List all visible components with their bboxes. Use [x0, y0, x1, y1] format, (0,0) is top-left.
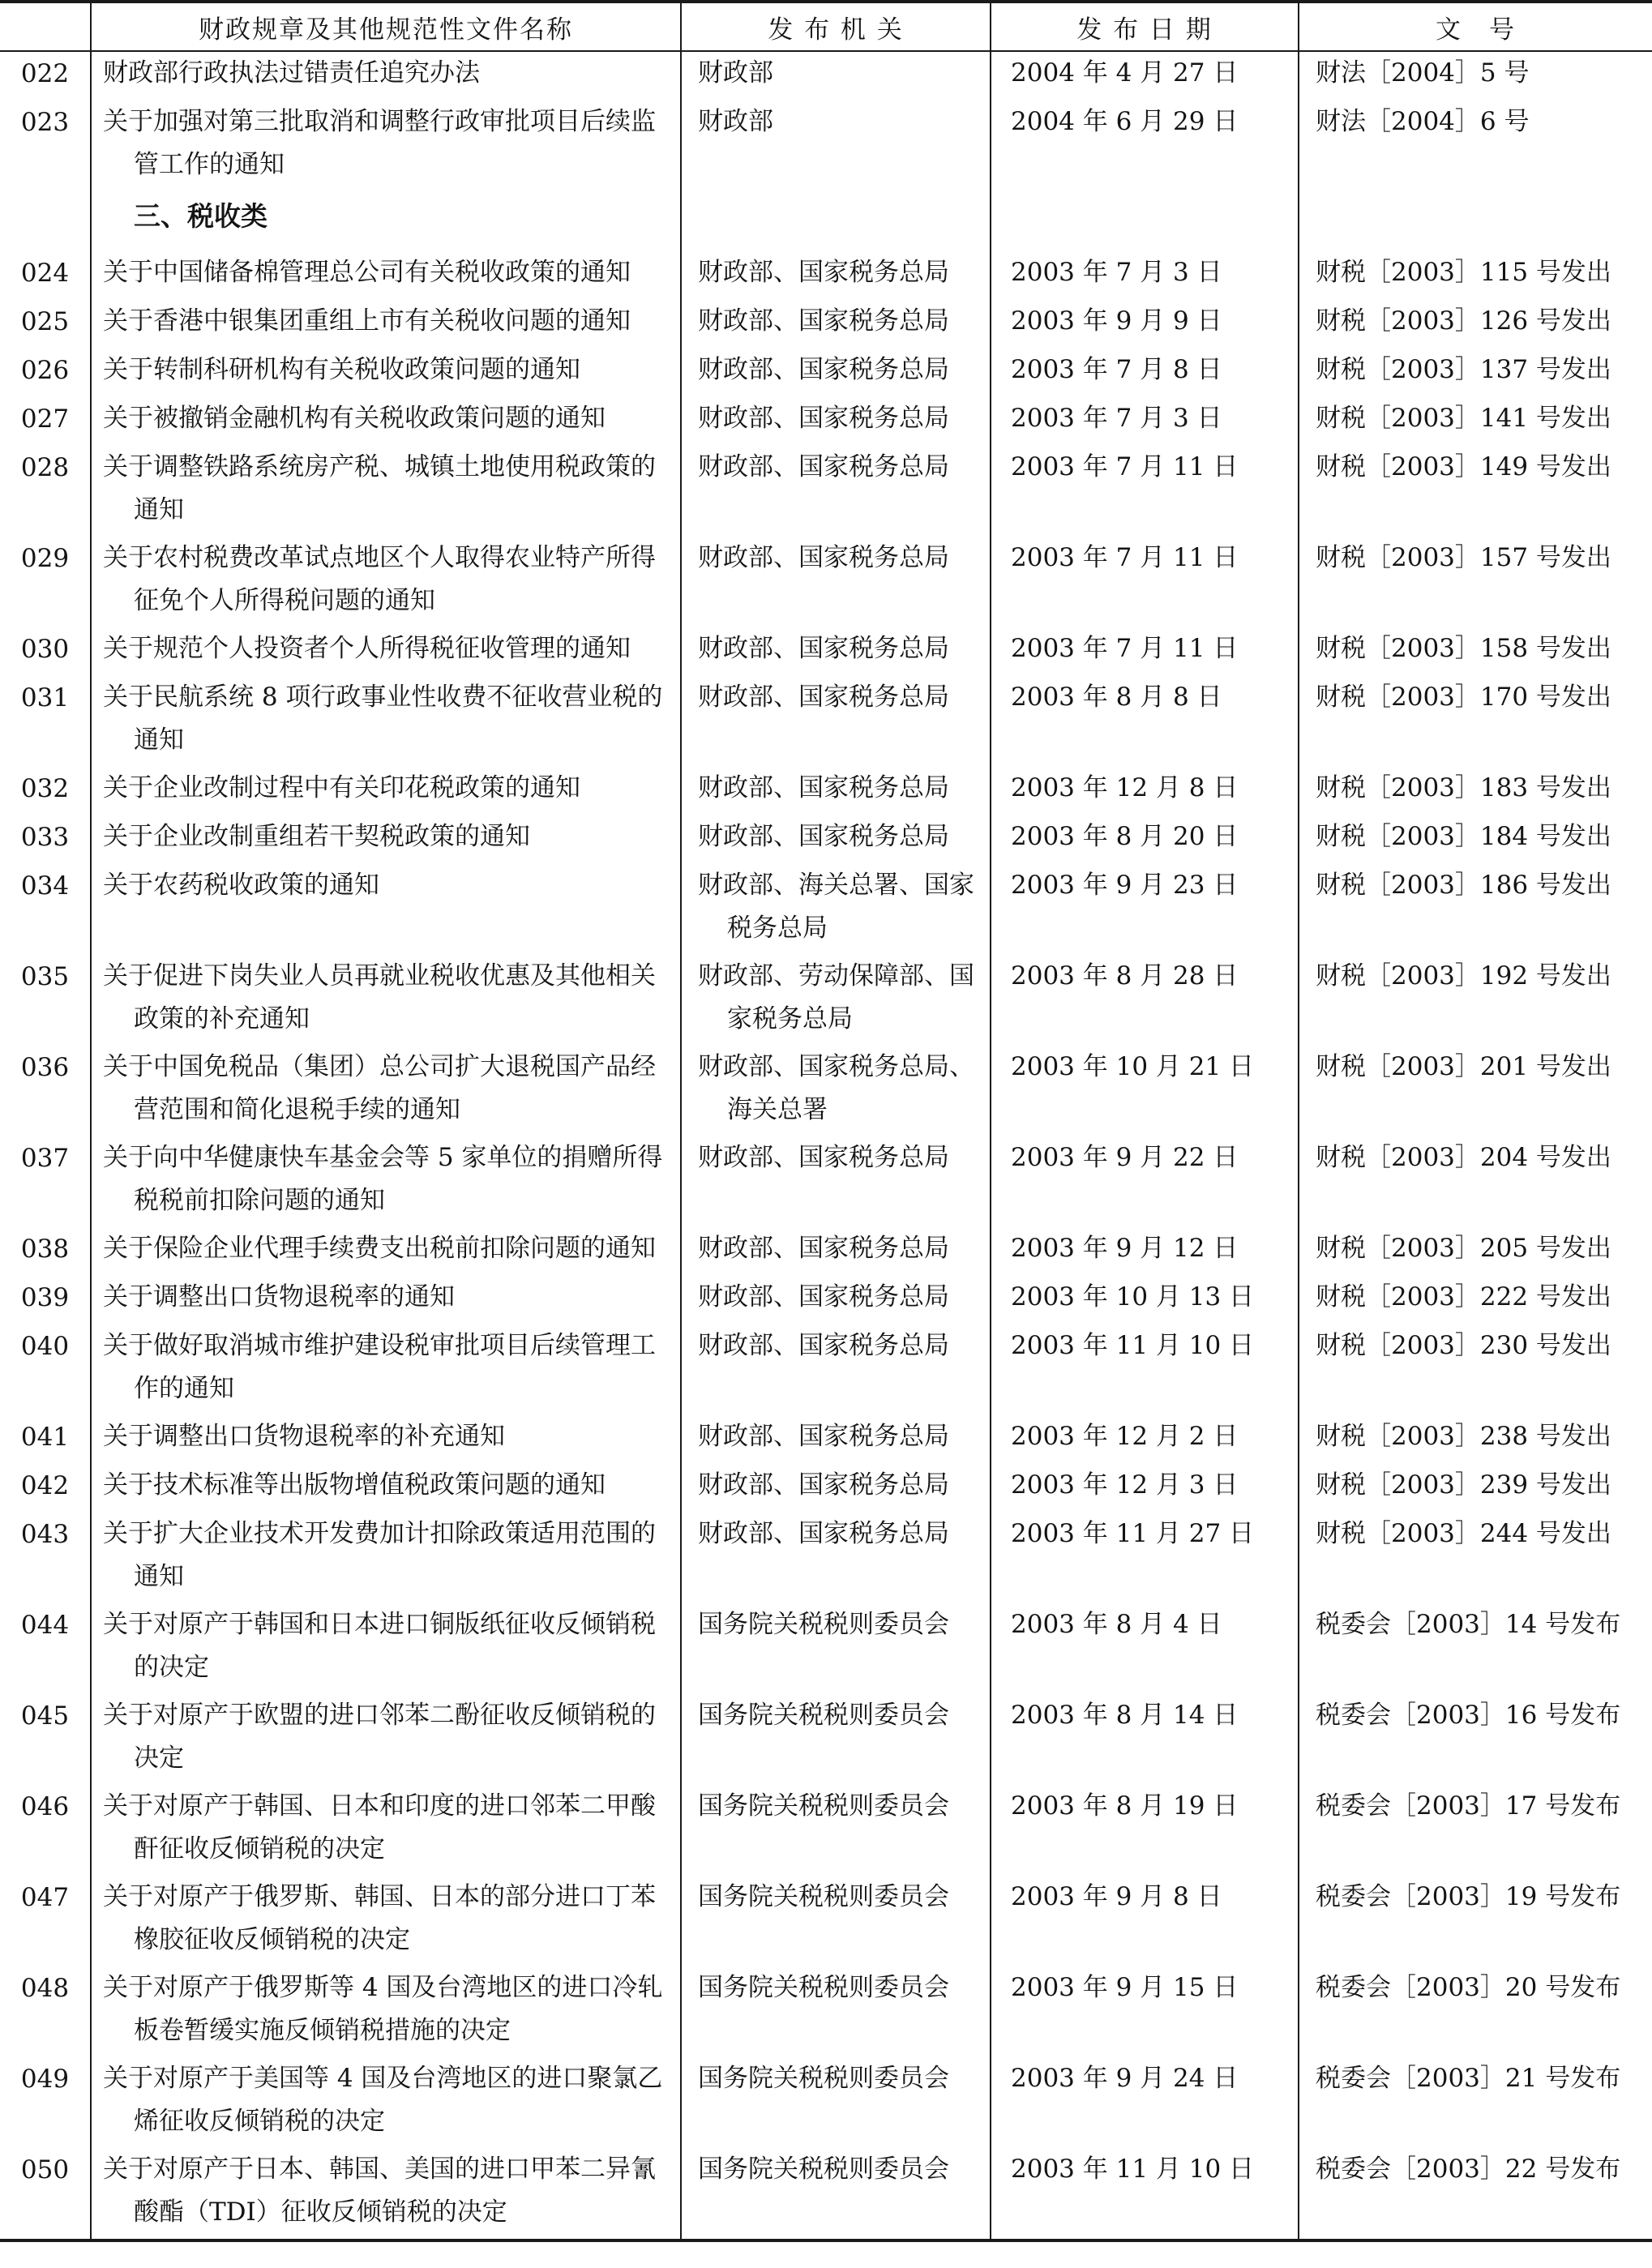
- row-number: 040: [20, 1332, 70, 1361]
- issuing-authority: [681, 300, 991, 349]
- document-name: [91, 1227, 681, 1276]
- issuing-authority: [681, 1785, 991, 1876]
- issuing-authority: [681, 1415, 991, 1464]
- document-number: 财税［2003］141 号发出: [1299, 397, 1652, 446]
- header-issuing-authority: 发 布 机 关: [681, 2, 991, 51]
- row-number: 022: [20, 59, 70, 88]
- issue-date: 2003 年 9 月 8 日: [991, 1876, 1299, 1966]
- document-name: [91, 627, 681, 676]
- document-name: [91, 446, 681, 537]
- document-number: 财税［2003］204 号发出: [1299, 1136, 1652, 1227]
- table-row: [0, 1227, 1652, 1276]
- document-name-text: 关于调整出口货物退税率的通知: [103, 1282, 455, 1312]
- document-number: 税委会［2003］17 号发布: [1299, 1785, 1652, 1876]
- issue-date: 2004 年 6 月 29 日: [991, 101, 1299, 191]
- document-name: [91, 2148, 681, 2240]
- issuing-authority-text: 财政部、国家税务总局: [698, 1470, 949, 1500]
- issue-date: 2003 年 7 月 3 日: [991, 251, 1299, 300]
- issuing-authority-text: 财政部、国家税务总局: [698, 1422, 949, 1451]
- row-number: 046: [20, 1792, 70, 1821]
- issue-date: 2003 年 12 月 3 日: [991, 1464, 1299, 1513]
- table-row: [0, 2057, 1652, 2148]
- table-row: [0, 1876, 1652, 1966]
- issue-date: 2003 年 7 月 11 日: [991, 627, 1299, 676]
- row-number: 033: [20, 823, 70, 852]
- section-empty-cell: [0, 191, 91, 251]
- document-name-text: 关于对原产于韩国、日本和印度的进口邻苯二甲酸酐征收反倾销税的决定: [103, 1791, 656, 1864]
- issue-date: 2003 年 7 月 8 日: [991, 349, 1299, 397]
- table-row: [0, 1694, 1652, 1785]
- document-name: [91, 1966, 681, 2057]
- row-number: 026: [20, 356, 70, 385]
- table-row: [0, 349, 1652, 397]
- issuing-authority: [681, 955, 991, 1046]
- section-title: 三、税收类: [91, 191, 681, 251]
- row-number: 047: [20, 1883, 70, 1912]
- issue-date: 2003 年 8 月 8 日: [991, 676, 1299, 767]
- issuing-authority-text: 财政部、国家税务总局: [698, 355, 949, 384]
- table-header-row: [0, 2, 1652, 51]
- issuing-authority: [681, 1603, 991, 1694]
- document-name-text: 关于中国储备棉管理总公司有关税收政策的通知: [103, 258, 631, 287]
- row-number: 023: [20, 108, 70, 137]
- table-row: [0, 1785, 1652, 1876]
- issue-date: 2003 年 11 月 10 日: [991, 1324, 1299, 1415]
- table-row: [0, 1966, 1652, 2057]
- row-number: 034: [20, 871, 70, 901]
- issuing-authority-text: 财政部: [698, 58, 773, 88]
- document-number: 财税［2003］183 号发出: [1299, 767, 1652, 815]
- issuing-authority-text: 国务院关税税则委员会: [698, 1973, 949, 2002]
- document-number: 财税［2003］244 号发出: [1299, 1513, 1652, 1603]
- document-name-text: 关于保险企业代理手续费支出税前扣除问题的通知: [103, 1234, 656, 1263]
- table-row: [0, 864, 1652, 955]
- document-number: 财税［2003］149 号发出: [1299, 446, 1652, 537]
- issue-date: 2003 年 7 月 11 日: [991, 446, 1299, 537]
- issuing-authority: [681, 1046, 991, 1136]
- issuing-authority-text: 财政部、国家税务总局: [698, 1234, 949, 1263]
- issuing-authority: [681, 349, 991, 397]
- issuing-authority: [681, 397, 991, 446]
- issuing-authority: [681, 1513, 991, 1603]
- issue-date: 2003 年 12 月 8 日: [991, 767, 1299, 815]
- issuing-authority-text: 国务院关税税则委员会: [698, 1882, 949, 1911]
- issuing-authority-text: 财政部、国家税务总局、海关总署: [698, 1052, 974, 1124]
- document-name: [91, 1046, 681, 1136]
- document-number: 财税［2003］230 号发出: [1299, 1324, 1652, 1415]
- table-row: [0, 101, 1652, 191]
- table-row: [0, 1513, 1652, 1603]
- table-row: [0, 676, 1652, 767]
- document-number: 财税［2003］192 号发出: [1299, 955, 1652, 1046]
- document-name-text: 关于企业改制过程中有关印花税政策的通知: [103, 773, 580, 802]
- issuing-authority: [681, 1324, 991, 1415]
- header-issue-date: 发 布 日 期: [991, 2, 1299, 51]
- table-row: [0, 51, 1652, 101]
- document-number: 财法［2004］5 号: [1299, 51, 1652, 101]
- issuing-authority-text: 国务院关税税则委员会: [698, 1791, 949, 1821]
- row-number: 036: [20, 1053, 70, 1082]
- issue-date: 2003 年 8 月 4 日: [991, 1603, 1299, 1694]
- issuing-authority: [681, 1464, 991, 1513]
- issue-date: 2003 年 10 月 13 日: [991, 1276, 1299, 1324]
- row-number: 025: [20, 307, 70, 336]
- issuing-authority: [681, 1227, 991, 1276]
- document-name: [91, 2057, 681, 2148]
- issuing-authority: [681, 676, 991, 767]
- issuing-authority: [681, 1136, 991, 1227]
- issue-date: 2003 年 8 月 14 日: [991, 1694, 1299, 1785]
- document-number: 税委会［2003］21 号发布: [1299, 2057, 1652, 2148]
- table-body: [0, 51, 1652, 2240]
- document-name: [91, 101, 681, 191]
- document-name-text: 关于民航系统 8 项行政事业性收费不征收营业税的通知: [103, 683, 663, 755]
- table-row: [0, 627, 1652, 676]
- issuing-authority: [681, 2148, 991, 2240]
- header-document-name: 财政规章及其他规范性文件名称: [91, 2, 681, 51]
- issuing-authority-text: 国务院关税税则委员会: [698, 2064, 949, 2093]
- issuing-authority-text: 财政部、国家税务总局: [698, 1331, 949, 1360]
- document-name-text: 关于规范个人投资者个人所得税征收管理的通知: [103, 634, 631, 663]
- table-row: [0, 1603, 1652, 1694]
- document-name: [91, 1876, 681, 1966]
- issuing-authority: [681, 51, 991, 101]
- document-name-text: 关于做好取消城市维护建设税审批项目后续管理工作的通知: [103, 1331, 656, 1403]
- table-row: [0, 1415, 1652, 1464]
- issue-date: 2003 年 9 月 12 日: [991, 1227, 1299, 1276]
- document-name: [91, 537, 681, 627]
- issuing-authority: [681, 1876, 991, 1966]
- document-name-text: 关于向中华健康快车基金会等 5 家单位的捐赠所得税税前扣除问题的通知: [103, 1143, 663, 1215]
- table-row: [0, 397, 1652, 446]
- row-number: 032: [20, 774, 70, 803]
- document-name-text: 关于对原产于俄罗斯、韩国、日本的部分进口丁苯橡胶征收反倾销税的决定: [103, 1882, 656, 1954]
- document-number: 财税［2003］184 号发出: [1299, 815, 1652, 864]
- document-name: [91, 397, 681, 446]
- row-number: 027: [20, 404, 70, 434]
- table-row: [0, 446, 1652, 537]
- document-name: [91, 676, 681, 767]
- document-name-text: 关于中国免税品（集团）总公司扩大退税国产品经营范围和简化退税手续的通知: [103, 1052, 656, 1124]
- document-name: [91, 955, 681, 1046]
- issuing-authority-text: 财政部、国家税务总局: [698, 1519, 949, 1548]
- document-name-text: 关于对原产于美国等 4 国及台湾地区的进口聚氯乙烯征收反倾销税的决定: [103, 2064, 663, 2136]
- issuing-authority-text: 财政部、国家税务总局: [698, 258, 949, 287]
- document-number: 税委会［2003］22 号发布: [1299, 2148, 1652, 2240]
- document-name: [91, 815, 681, 864]
- document-number: 财税［2003］239 号发出: [1299, 1464, 1652, 1513]
- issuing-authority: [681, 1276, 991, 1324]
- document-number: 财税［2003］158 号发出: [1299, 627, 1652, 676]
- document-name: [91, 349, 681, 397]
- issuing-authority: [681, 1694, 991, 1785]
- table-row: [0, 1136, 1652, 1227]
- issuing-authority: [681, 101, 991, 191]
- row-number: 045: [20, 1701, 70, 1731]
- document-name: [91, 1694, 681, 1785]
- document-number: 税委会［2003］14 号发布: [1299, 1603, 1652, 1694]
- issuing-authority: [681, 815, 991, 864]
- table-row: [0, 815, 1652, 864]
- row-number: 031: [20, 683, 70, 712]
- document-name-text: 关于促进下岗失业人员再就业税收优惠及其他相关政策的补充通知: [103, 961, 656, 1033]
- table-row: [0, 1324, 1652, 1415]
- row-number: 050: [0, 2148, 91, 2240]
- table-row: [0, 537, 1652, 627]
- document-name: [91, 51, 681, 101]
- document-name-text: 关于调整出口货物退税率的补充通知: [103, 1422, 505, 1451]
- row-number: 039: [20, 1283, 70, 1312]
- document-name-text: 关于农村税费改革试点地区个人取得农业特产所得征免个人所得税问题的通知: [103, 543, 656, 615]
- issue-date: 2003 年 9 月 24 日: [991, 2057, 1299, 2148]
- document-number: 税委会［2003］20 号发布: [1299, 1966, 1652, 2057]
- document-name-text: 关于转制科研机构有关税收政策问题的通知: [103, 355, 580, 384]
- issuing-authority: [681, 1966, 991, 2057]
- issuing-authority-text: 财政部、国家税务总局: [698, 306, 949, 336]
- issue-date: 2003 年 12 月 2 日: [991, 1415, 1299, 1464]
- row-number: 035: [20, 962, 70, 991]
- document-number: 财税［2003］238 号发出: [1299, 1415, 1652, 1464]
- row-number: 041: [20, 1423, 70, 1452]
- issue-date: 2003 年 9 月 9 日: [991, 300, 1299, 349]
- document-number: 财税［2003］137 号发出: [1299, 349, 1652, 397]
- row-number: 048: [20, 1974, 70, 2003]
- section-row: [0, 191, 1652, 251]
- row-number: 049: [20, 2065, 70, 2094]
- document-name-text: 关于企业改制重组若干契税政策的通知: [103, 822, 530, 851]
- issue-date: 2003 年 10 月 21 日: [991, 1046, 1299, 1136]
- table-row: [0, 2148, 1652, 2240]
- document-name: [91, 300, 681, 349]
- row-number: 037: [20, 1144, 70, 1173]
- row-number: 029: [20, 544, 70, 573]
- issuing-authority: [681, 864, 991, 955]
- row-number: 038: [20, 1235, 70, 1264]
- issue-date: 2003 年 11 月 10 日: [991, 2148, 1299, 2240]
- row-number: 024: [20, 259, 70, 288]
- document-name-text: 关于扩大企业技术开发费加计扣除政策适用范围的通知: [103, 1519, 656, 1591]
- issuing-authority: [681, 251, 991, 300]
- document-number: 财税［2003］205 号发出: [1299, 1227, 1652, 1276]
- document-name-text: 关于调整铁路系统房产税、城镇土地使用税政策的通知: [103, 452, 656, 524]
- issue-date: 2004 年 4 月 27 日: [991, 51, 1299, 101]
- issuing-authority-text: 国务院关税税则委员会: [698, 2155, 949, 2184]
- issuing-authority: [681, 627, 991, 676]
- issuing-authority-text: 财政部: [698, 107, 773, 136]
- issuing-authority-text: 财政部、国家税务总局: [698, 543, 949, 572]
- document-name: [91, 864, 681, 955]
- issuing-authority: [681, 767, 991, 815]
- document-name: [91, 767, 681, 815]
- table-row: [0, 300, 1652, 349]
- issuing-authority-text: 财政部、国家税务总局: [698, 452, 949, 481]
- issuing-authority-text: 国务院关税税则委员会: [698, 1610, 949, 1639]
- document-name-text: 关于对原产于俄罗斯等 4 国及台湾地区的进口冷轧板卷暂缓实施反倾销税措施的决定: [103, 1973, 663, 2045]
- issue-date: 2003 年 9 月 22 日: [991, 1136, 1299, 1227]
- document-name-text: 关于香港中银集团重组上市有关税收问题的通知: [103, 306, 631, 336]
- document-number: 财税［2003］157 号发出: [1299, 537, 1652, 627]
- issuing-authority-text: 财政部、国家税务总局: [698, 773, 949, 802]
- document-number: 财税［2003］115 号发出: [1299, 251, 1652, 300]
- document-name-text: 关于对原产于日本、韩国、美国的进口甲苯二异氰酸酯（TDI）征收反倾销税的决定: [103, 2155, 656, 2227]
- document-number: 税委会［2003］19 号发布: [1299, 1876, 1652, 1966]
- issuing-authority-text: 国务院关税税则委员会: [698, 1701, 949, 1730]
- document-name: [91, 1276, 681, 1324]
- document-name-text: 财政部行政执法过错责任追究办法: [103, 58, 480, 88]
- section-empty-cell: [991, 191, 1299, 251]
- row-number: 044: [20, 1611, 70, 1640]
- row-number: 043: [20, 1520, 70, 1549]
- header-number: [0, 2, 91, 51]
- document-number: 财法［2004］6 号: [1299, 101, 1652, 191]
- issuing-authority-text: 财政部、国家税务总局: [698, 1282, 949, 1312]
- section-empty-cell: [681, 191, 991, 251]
- row-number: 042: [20, 1471, 70, 1500]
- document-name: [91, 1136, 681, 1227]
- document-name-text: 关于对原产于欧盟的进口邻苯二酚征收反倾销税的决定: [103, 1701, 656, 1773]
- document-name-text: 关于对原产于韩国和日本进口铜版纸征收反倾销税的决定: [103, 1610, 656, 1682]
- table-row: [0, 1046, 1652, 1136]
- document-name: [91, 1464, 681, 1513]
- row-number: 030: [20, 635, 70, 664]
- document-number: 税委会［2003］16 号发布: [1299, 1694, 1652, 1785]
- issue-date: 2003 年 8 月 20 日: [991, 815, 1299, 864]
- issuing-authority: [681, 2057, 991, 2148]
- document-number: 财税［2003］222 号发出: [1299, 1276, 1652, 1324]
- document-name: [91, 1513, 681, 1603]
- document-name: [91, 251, 681, 300]
- issuing-authority: [681, 537, 991, 627]
- document-name: [91, 1415, 681, 1464]
- issue-date: 2003 年 7 月 11 日: [991, 537, 1299, 627]
- document-name: [91, 1785, 681, 1876]
- document-number: 财税［2003］126 号发出: [1299, 300, 1652, 349]
- table-row: [0, 767, 1652, 815]
- section-empty-cell: [1299, 191, 1652, 251]
- issue-date: 2003 年 7 月 3 日: [991, 397, 1299, 446]
- document-name-text: 关于被撤销金融机构有关税收政策问题的通知: [103, 404, 606, 433]
- document-number: 财税［2003］186 号发出: [1299, 864, 1652, 955]
- document-name: [91, 1603, 681, 1694]
- issuing-authority-text: 财政部、国家税务总局: [698, 634, 949, 663]
- issue-date: 2003 年 8 月 19 日: [991, 1785, 1299, 1876]
- issue-date: 2003 年 11 月 27 日: [991, 1513, 1299, 1603]
- issuing-authority-text: 财政部、劳动保障部、国家税务总局: [698, 961, 974, 1033]
- document-name-text: 关于农药税收政策的通知: [103, 871, 379, 900]
- document-name: [91, 1324, 681, 1415]
- row-number: 028: [20, 453, 70, 482]
- issuing-authority-text: 财政部、国家税务总局: [698, 1143, 949, 1172]
- table-row: [0, 1464, 1652, 1513]
- document-name-text: 关于技术标准等出版物增值税政策问题的通知: [103, 1470, 606, 1500]
- issuing-authority: [681, 446, 991, 537]
- document-name-text: 关于加强对第三批取消和调整行政审批项目后续监管工作的通知: [103, 107, 656, 179]
- table-row: [0, 955, 1652, 1046]
- table-row: [0, 1276, 1652, 1324]
- table-row: [0, 251, 1652, 300]
- document-number: 财税［2003］201 号发出: [1299, 1046, 1652, 1136]
- issue-date: 2003 年 9 月 15 日: [991, 1966, 1299, 2057]
- document-number: 财税［2003］170 号发出: [1299, 676, 1652, 767]
- issuing-authority-text: 财政部、国家税务总局: [698, 683, 949, 712]
- issuing-authority-text: 财政部、国家税务总局: [698, 404, 949, 433]
- header-document-number: 文 号: [1299, 2, 1652, 51]
- issuing-authority-text: 财政部、国家税务总局: [698, 822, 949, 851]
- issue-date: 2003 年 9 月 23 日: [991, 864, 1299, 955]
- issue-date: 2003 年 8 月 28 日: [991, 955, 1299, 1046]
- issuing-authority-text: 财政部、海关总署、国家税务总局: [698, 871, 974, 943]
